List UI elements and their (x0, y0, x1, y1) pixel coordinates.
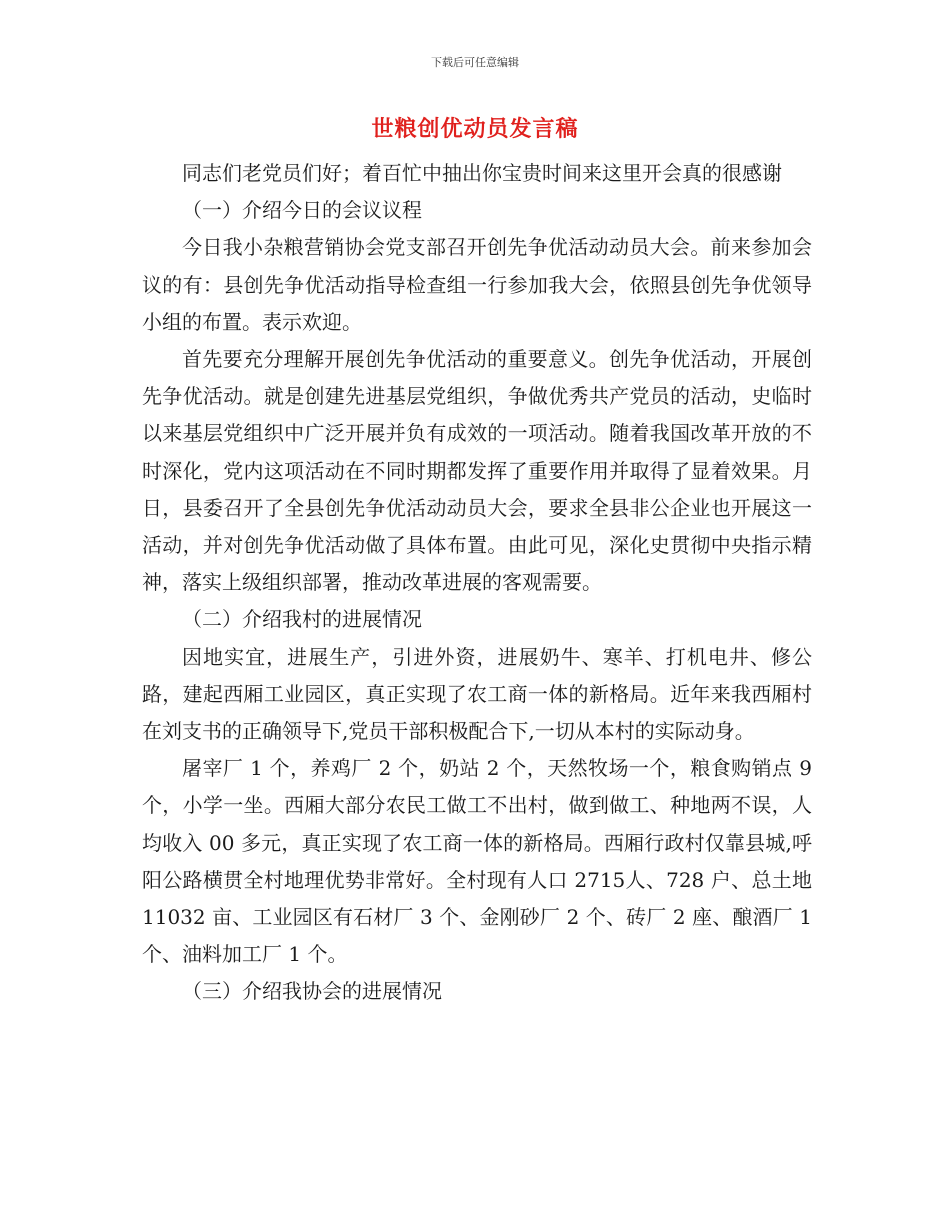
paragraph-village-development: 因地实宜，进展生产，引进外资，进展奶牛、寒羊、打机电井、修公路，建起西厢工业园区，真正实现了农工商一体的新格局。近年来我西厢村在刘支书的正确领导下,党员干部积极配合下,一切从本村的实际动身。 (142, 644, 812, 744)
page-header-note: 下载后可任意编辑 (431, 56, 519, 69)
section-heading-3: （三）介绍我协会的进展情况 (182, 979, 442, 1004)
paragraph-village-facilities: 屠宰厂 1 个，养鸡厂 2 个，奶站 2 个，天然牧场一个，粮食购销点 9 个，小学一坐。西厢大部分农民工做工不出村，做到做工、种地两不误，人均收入 00 多元，真正实现了农工商一体的新格局。西厢行政村仅靠县城,呼阳公路横贯全村地理优势非常好。全村现有人口 2715人、728 户、总土地 11032 亩、工业园区有石材厂 3 个、金刚砂厂 2 个、砖厂 2 座、酿酒厂 1 个、油料加工厂 1 个。 (142, 756, 812, 967)
paragraph-meeting-intro: 今日我小杂粮营销协会党支部召开创先争优活动动员大会。前来参加会议的有：县创先争优活动指导检查组一行参加我大会，依照县创先争优领导小组的布置。表示欢迎。 (142, 235, 812, 334)
paragraph-greeting: 同志们老党员们好；着百忙中抽出你宝贵时间来这里开会真的很感谢 (182, 161, 782, 185)
section-heading-2: （二）介绍我村的进展情况 (182, 607, 422, 632)
document-title: 世粮创优动员发言稿 (371, 116, 579, 142)
section-heading-1: （一）介绍今日的会议议程 (182, 198, 422, 223)
paragraph-significance: 首先要充分理解开展创先争优活动的重要意义。创先争优活动，开展创先争优活动。就是创建先进基层党组织，争做优秀共产党员的活动，史临时以来基层党组织中广泛开展并负有成效的一项活动。随着我国改革开放的不时深化，党内这项活动在不同时期都发挥了重要作用并取得了显着效果。月日，县委召开了全县创先争优活动动员大会，要求全县非公企业也开展这一活动，并对创先争优活动做了具体布置。由此可见，深化史贯彻中央指示精神，落实上级组织部署，推动改革进展的客观需要。 (142, 347, 812, 595)
document-body (142, 155, 812, 1011)
